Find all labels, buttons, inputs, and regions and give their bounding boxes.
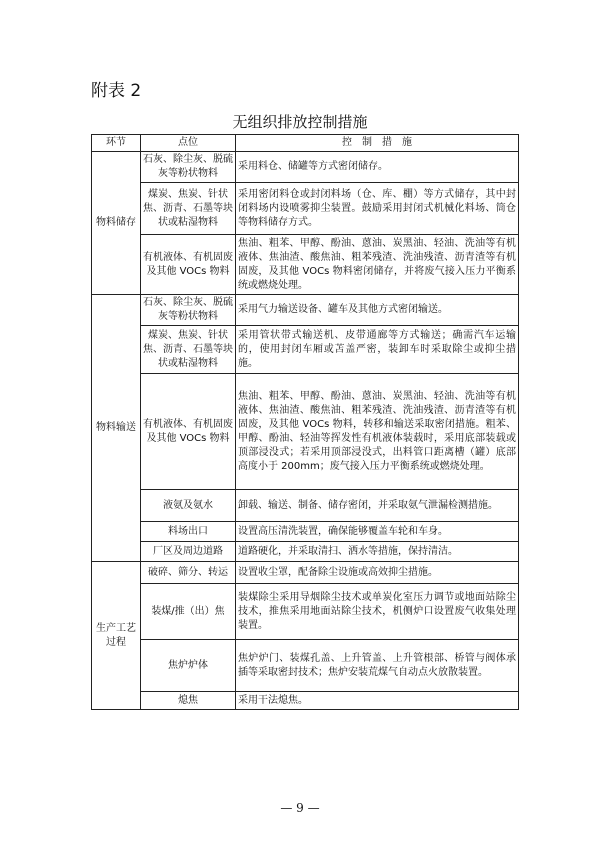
- table-title: 无组织排放控制措施: [232, 113, 368, 131]
- row-measure: 设置高压清洗装置，确保能够覆盖车轮和车身。: [236, 522, 519, 542]
- row-measure: 焦油、粗苯、甲醇、酚油、蒽油、炭黑油、轻油、洗油等有机液体、焦油渣、酸焦油、粗苯残渣、洗油残渣、沥青渣等有机固废，及其他 VOCs 物料密闭储存，并将废气接入压力平衡系统或燃烧处理。: [236, 235, 519, 295]
- row-measure: 道路硬化，并采取清扫、洒水等措施，保持清洁。: [236, 542, 519, 562]
- row-location: 破碎、筛分、转运: [141, 562, 236, 584]
- appendix-label: 附表 2: [91, 81, 142, 101]
- table-row: [92, 374, 519, 490]
- row-measure: 采用干法熄焦。: [236, 692, 519, 710]
- row-measure: 焦炉炉门、装煤孔盖、上升管盖、上升管根部、桥管与阀体承插等采取密封技术；焦炉安装荒煤气自动点火放散装置。: [236, 640, 519, 692]
- table-row: [92, 152, 519, 183]
- row-location: 有机液体、有机固废及其他 VOCs 物料: [141, 235, 236, 295]
- section-name: 生产工艺过程: [92, 562, 141, 710]
- row-measure: 采用气力输送设备、罐车及其他方式密闭输送。: [236, 295, 519, 326]
- row-measure: 采用密闭料仓或封闭料场（仓、库、棚）等方式储存，其中封闭料场内设喷雾抑尘装置。鼓励采用封闭式机械化料场、筒仓等物料储存方式。: [236, 183, 519, 235]
- row-location: 料场出口: [141, 522, 236, 542]
- row-measure: 采用管状带式输送机、皮带通廊等方式输送；确需汽车运输的，使用封闭车厢或苫盖严密，装卸车时采取除尘或抑尘措施。: [236, 326, 519, 374]
- table-row: [92, 692, 519, 710]
- row-location: 厂区及周边道路: [141, 542, 236, 562]
- section-name: 物料储存: [92, 152, 141, 295]
- header-location: 点位: [141, 135, 236, 152]
- table-row: [92, 326, 519, 374]
- row-location: 装煤/推（出）焦: [141, 584, 236, 640]
- page-number: — 9 —: [280, 801, 320, 815]
- header-measure: 控 制 措 施: [236, 135, 519, 152]
- table-row: [92, 490, 519, 522]
- table-row: [92, 183, 519, 235]
- section-name: 物料输送: [92, 295, 141, 562]
- row-location: 液氨及氨水: [141, 490, 236, 522]
- row-measure: 装煤除尘采用导烟除尘技术或单炭化室压力调节或地面站除尘技术，推焦采用地面站除尘技术，机侧炉口设置废气收集处理装置。: [236, 584, 519, 640]
- table-row: [92, 235, 519, 295]
- row-location: 焦炉炉体: [141, 640, 236, 692]
- table-row: [92, 584, 519, 640]
- control-measures-table: [91, 134, 519, 710]
- header-env: 环节: [92, 135, 141, 152]
- table-row: [92, 542, 519, 562]
- table-row: [92, 640, 519, 692]
- row-location: 熄焦: [141, 692, 236, 710]
- row-location: 石灰、除尘灰、脱硫灰等粉状物料: [141, 295, 236, 326]
- table-row: [92, 295, 519, 326]
- table-row: [92, 562, 519, 584]
- row-location: 石灰、除尘灰、脱硫灰等粉状物料: [141, 152, 236, 183]
- row-location: 煤炭、焦炭、针状焦、沥青、石墨等块状或粘湿物料: [141, 183, 236, 235]
- header-row: [92, 135, 519, 152]
- row-location: 有机液体、有机固废及其他 VOCs 物料: [141, 374, 236, 490]
- row-location: 煤炭、焦炭、针状焦、沥青、石墨等块状或粘湿物料: [141, 326, 236, 374]
- row-measure: 焦油、粗苯、甲醇、酚油、蒽油、炭黑油、轻油、洗油等有机液体、焦油渣、酸焦油、粗苯残渣、洗油残渣、沥青渣等有机固废，及其他 VOCs 物料，转移和输送采取密闭措施。粗苯、甲醇、酚油、轻油等挥发性有机液体装载时，采用底部装载或顶部浸没式；若采用顶部浸没式，出料管口距离槽（罐）底部高度小于 200mm；废气接入压力平衡系统或燃烧处理。: [236, 374, 519, 490]
- table-row: [92, 522, 519, 542]
- row-measure: 采用料仓、储罐等方式密闭储存。: [236, 152, 519, 183]
- row-measure: 卸载、输送、制备、储存密闭，并采取氨气泄漏检测措施。: [236, 490, 519, 522]
- row-measure: 设置收尘罩，配备除尘设施或高效抑尘措施。: [236, 562, 519, 584]
